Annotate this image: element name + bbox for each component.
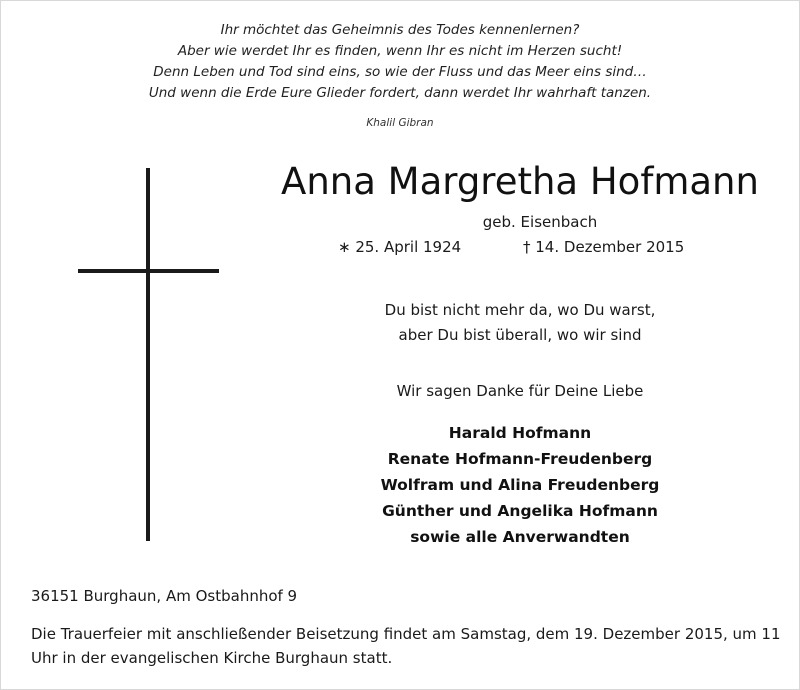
mourner: Harald Hofmann [448,424,592,442]
cross-icon-bar [78,269,219,273]
poem-line: Ihr möchtet das Geheimnis des Todes kennenlernen? [220,22,580,38]
cross-icon [146,168,150,541]
birth-date: ∗ 25. April 1924 [338,238,462,256]
verse-line: Du bist nicht mehr da, wo Du warst, [384,301,656,319]
poem [0,20,800,104]
poem-author: Khalil Gibran [366,117,434,129]
deceased-name: Anna Margretha Hofmann [281,160,759,203]
funeral-notice: Die Trauerfeier mit anschließender Beisetzung findet am Samstag, dem 19. Dezember 2015, um 11 Uhr in der evangelischen Kirche Burghaun statt. [31,625,781,667]
poem-line: Aber wie werdet Ihr es finden, wenn Ihr es nicht im Herzen sucht! [177,43,623,59]
mourner: Wolfram und Alina Freudenberg [380,476,660,494]
verse [320,298,720,348]
verse-line: aber Du bist überall, wo wir sind [398,326,642,344]
poem-line: Und wenn die Erde Eure Glieder fordert, dann werdet Ihr wahrhaft tanzen. [148,85,652,101]
birth-name: geb. Eisenbach [482,213,598,231]
poem-line: Denn Leben und Tod sind eins, so wie der Fluss und das Meer eins sind… [153,64,647,80]
mourner: Günther und Angelika Hofmann [382,502,658,520]
mourners-list [320,420,720,550]
mourner: sowie alle Anverwandten [410,528,630,546]
death-date: † 14. Dezember 2015 [523,238,685,256]
mourner: Renate Hofmann-Freudenberg [387,450,653,468]
address: 36151 Burghaun, Am Ostbahnhof 9 [31,587,298,605]
thanks-line: Wir sagen Danke für Deine Liebe [396,382,644,400]
